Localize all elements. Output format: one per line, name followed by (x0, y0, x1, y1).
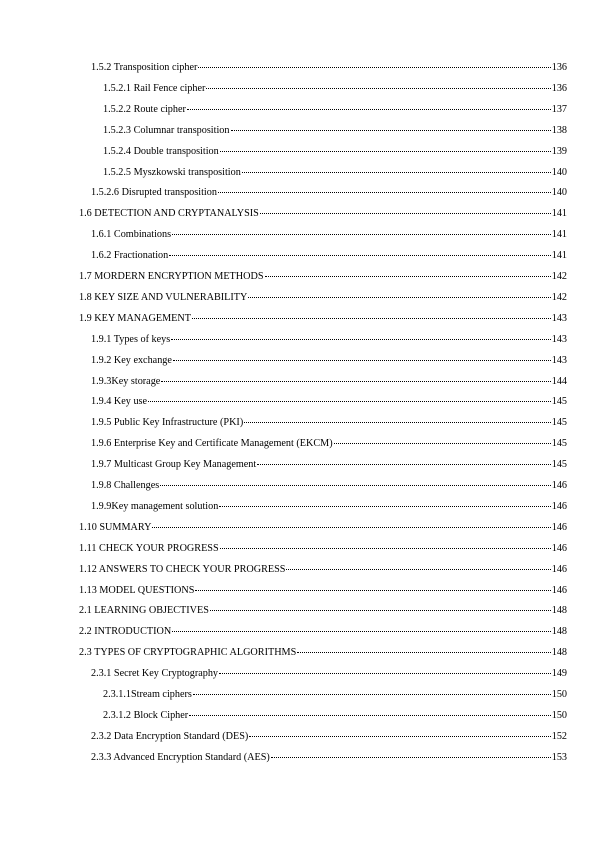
toc-entry-title: 1.5.2.3 Columnar transposition (103, 124, 230, 136)
toc-entry-page-number: 145 (551, 417, 567, 429)
toc-entry-title: 1.5.2.5 Myszkowski transposition (103, 166, 241, 178)
toc-dot-leader (148, 401, 551, 402)
toc-dot-leader (248, 297, 550, 298)
toc-dot-leader (334, 443, 551, 444)
toc-entry-title: 1.6 DETECTION AND CRYPTANALYSIS (79, 208, 259, 220)
toc-entry[interactable] (79, 208, 567, 220)
toc-dot-leader (244, 422, 551, 423)
toc-entry-page-number: 146 (551, 521, 567, 533)
toc-entry-page-number: 137 (551, 103, 567, 115)
toc-entry-title: 1.5.2.6 Disrupted transposition (91, 187, 217, 199)
toc-entry[interactable] (79, 522, 567, 534)
toc-dot-leader (286, 569, 550, 570)
toc-entry[interactable] (79, 313, 567, 325)
toc-entry-page-number: 140 (551, 187, 567, 199)
toc-entry-title: 1.5.2.2 Route cipher (103, 103, 186, 115)
toc-dot-leader (297, 652, 550, 653)
toc-entry-title: 1.9.4 Key use (91, 396, 148, 408)
toc-entry[interactable] (79, 626, 567, 638)
toc-entry-page-number: 150 (551, 689, 567, 700)
toc-dot-leader (187, 109, 551, 110)
toc-entry-page-number: 152 (551, 730, 567, 742)
toc-entry[interactable] (91, 417, 567, 429)
toc-dot-leader (218, 192, 551, 193)
toc-entry-title: 2.3 TYPES OF CRYPTOGRAPHIC ALGORITHMS (79, 647, 297, 659)
toc-entry-title: 1.11 CHECK YOUR PROGRESS (79, 542, 219, 554)
toc-entry-page-number: 143 (551, 312, 567, 324)
toc-dot-leader (169, 255, 550, 256)
toc-dot-leader (161, 381, 550, 382)
toc-entry[interactable] (79, 543, 567, 555)
toc-entry[interactable] (79, 585, 567, 597)
toc-dot-leader (198, 67, 550, 68)
toc-entry[interactable] (91, 438, 567, 450)
toc-entry-page-number: 141 (551, 229, 567, 241)
toc-entry-page-number: 142 (551, 271, 567, 282)
toc-entry-page-number: 143 (551, 333, 567, 345)
toc-entry[interactable] (103, 710, 567, 722)
toc-entry-page-number: 148 (551, 605, 567, 617)
toc-entry-title: 1.5.2.1 Rail Fence cipher (103, 82, 206, 94)
toc-entry[interactable] (91, 480, 567, 492)
toc-entry[interactable] (103, 167, 567, 179)
toc-dot-leader (195, 590, 550, 591)
toc-entry-title: 2.3.3 Advanced Encryption Standard (AES) (91, 751, 270, 763)
toc-dot-leader (257, 464, 550, 465)
toc-entry-page-number: 153 (551, 751, 567, 763)
toc-entry-title: 1.9.2 Key exchange (91, 354, 172, 366)
toc-entry[interactable] (79, 292, 567, 304)
toc-entry[interactable] (91, 250, 567, 262)
toc-dot-leader (242, 172, 551, 173)
toc-entry-page-number: 150 (551, 709, 567, 721)
toc-entry-page-number: 140 (551, 166, 567, 178)
toc-entry-page-number: 146 (551, 584, 567, 596)
toc-dot-leader (265, 276, 551, 277)
toc-entry-page-number: 146 (551, 542, 567, 554)
toc-entry-title: 1.9.8 Challenges (91, 480, 160, 491)
toc-entry[interactable] (91, 376, 567, 388)
toc-entry-title: 1.13 MODEL QUESTIONS (79, 584, 195, 596)
toc-dot-leader (160, 485, 551, 486)
toc-dot-leader (192, 318, 551, 319)
toc-dot-leader (260, 213, 551, 214)
toc-entry[interactable] (91, 501, 567, 513)
toc-entry-page-number: 146 (551, 500, 567, 512)
toc-dot-leader (219, 673, 551, 674)
toc-entry-title: 1.7 MORDERN ENCRYPTION METHODS (79, 271, 264, 282)
toc-entry-title: 2.3.1.2 Block Cipher (103, 709, 189, 721)
toc-entry[interactable] (103, 83, 567, 95)
toc-entry[interactable] (91, 187, 567, 199)
toc-entry-title: 2.2 INTRODUCTION (79, 626, 172, 638)
toc-entry-title: 1.6.2 Fractionation (91, 250, 169, 262)
toc-entry[interactable] (91, 334, 567, 346)
toc-entry[interactable] (91, 752, 567, 764)
toc-entry[interactable] (103, 689, 567, 701)
toc-entry-page-number: 141 (551, 208, 567, 220)
toc-entry-title: 1.10 SUMMARY (79, 521, 152, 533)
toc-entry-title: 2.3.2 Data Encryption Standard (DES) (91, 730, 249, 742)
toc-entry-title: 1.9.7 Multicast Group Key Management (91, 459, 257, 471)
toc-entry[interactable] (91, 668, 567, 680)
toc-entry-title: 2.3.1 Secret Key Cryptography (91, 668, 219, 680)
toc-entry-page-number: 141 (551, 250, 567, 262)
toc-dot-leader (172, 631, 550, 632)
toc-entry-title: 1.9.3Key storage (91, 375, 161, 387)
toc-entry-page-number: 146 (551, 563, 567, 575)
toc-entry-title: 1.9 KEY MANAGEMENT (79, 312, 191, 324)
toc-dot-leader (206, 88, 550, 89)
toc-entry-title: 1.9.9Key management solution (91, 500, 219, 512)
toc-entry[interactable] (79, 605, 567, 617)
toc-dot-leader (172, 234, 551, 235)
toc-entry-page-number: 143 (551, 354, 567, 366)
toc-entry[interactable] (103, 125, 567, 137)
toc-entry-title: 1.8 KEY SIZE AND VULNERABILITY (79, 291, 248, 303)
toc-entry-page-number: 145 (551, 459, 567, 471)
toc-entry-title: 1.9.5 Public Key Infrastructure (PKI) (91, 417, 244, 429)
toc-dot-leader (152, 527, 550, 528)
toc-dot-leader (220, 151, 551, 152)
toc-entry-page-number: 136 (551, 62, 567, 73)
toc-entry[interactable] (79, 564, 567, 576)
toc-entry-page-number: 148 (551, 647, 567, 659)
toc-dot-leader (171, 339, 551, 340)
toc-entry[interactable] (91, 355, 567, 367)
toc-dot-leader (271, 757, 551, 758)
toc-dot-leader (231, 130, 551, 131)
toc-entry-page-number: 148 (551, 626, 567, 638)
toc-dot-leader (173, 360, 551, 361)
toc-entry-page-number: 144 (551, 375, 567, 387)
toc-entry-page-number: 145 (551, 396, 567, 408)
toc-entry[interactable] (79, 647, 567, 659)
toc-dot-leader (220, 548, 551, 549)
toc-dot-leader (219, 506, 550, 507)
toc-dot-leader (249, 736, 550, 737)
toc-entry-title: 1.6.1 Combinations (91, 229, 172, 241)
toc-entry-page-number: 146 (551, 480, 567, 491)
toc-entry-title: 1.5.2 Transposition cipher (91, 62, 198, 73)
toc-entry-title: 2.1 LEARNING OBJECTIVES (79, 605, 209, 617)
toc-entry[interactable] (103, 104, 567, 116)
toc-dot-leader (210, 610, 551, 611)
toc-entry[interactable] (103, 146, 567, 158)
toc-entry-title: 2.3.1.1Stream ciphers (103, 689, 192, 700)
toc-entry-page-number: 149 (551, 668, 567, 680)
toc-entry[interactable] (91, 731, 567, 743)
toc-entry-page-number: 139 (551, 145, 567, 157)
toc-entry[interactable] (91, 396, 567, 408)
toc-entry[interactable] (91, 62, 567, 74)
toc-entry-page-number: 142 (551, 291, 567, 303)
toc-entry[interactable] (91, 229, 567, 241)
toc-dot-leader (189, 715, 551, 716)
toc-entry[interactable] (91, 459, 567, 471)
toc-entry-page-number: 138 (551, 124, 567, 136)
toc-dot-leader (193, 694, 551, 695)
toc-entry-title: 1.5.2.4 Double transposition (103, 145, 219, 157)
toc-entry-title: 1.9.6 Enterprise Key and Certificate Management (EKCM) (91, 438, 333, 450)
toc-entry-page-number: 145 (551, 438, 567, 450)
toc-entry[interactable] (79, 271, 567, 283)
toc-entry-title: 1.12 ANSWERS TO CHECK YOUR PROGRESS (79, 563, 286, 575)
toc-entry-page-number: 136 (551, 82, 567, 94)
toc-entry-title: 1.9.1 Types of keys (91, 333, 171, 345)
